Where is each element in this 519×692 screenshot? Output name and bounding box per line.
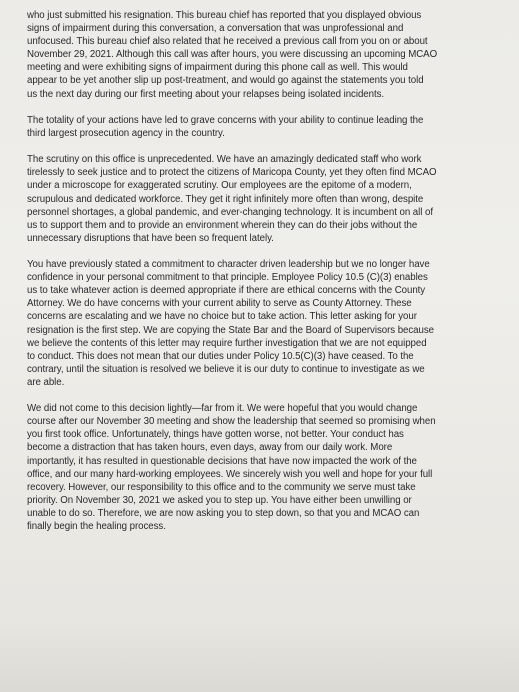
text-line: resignation is the first step. We are copying the State Bar and the Board of Supervisors because <box>27 324 434 336</box>
text-line: signs of impairment during this conversation, a conversation that was unprofessional and <box>27 23 404 35</box>
letter-paragraph <box>27 402 499 533</box>
text-line: concerns are escalating and we have no choice but to take action. This letter asking for your <box>27 311 417 323</box>
text-line: scrupulous and dedicated workforce. They get it right infinitely more often than wrong, despite <box>27 193 424 205</box>
letter-paragraph <box>27 258 499 389</box>
text-line: we believe the contents of this letter may require further investigation that we are not equipped <box>27 337 427 349</box>
text-line: priority. On November 30, 2021 we asked you to step up. You have either been unwilling or <box>27 494 412 506</box>
text-line: Attorney. We do have concerns with your current ability to serve as County Attorney. These <box>27 298 412 310</box>
letter-paragraph <box>27 153 499 245</box>
text-line: The scrutiny on this office is unprecedented. We have an amazingly dedicated staff who work <box>27 154 422 166</box>
letter-body <box>27 9 499 546</box>
text-line: us to support them and to provide an environment wherein they can do their jobs without the <box>27 219 418 231</box>
text-line: office, and our many hard-working employees. We sincerely wish you well and hope for your full <box>27 468 433 480</box>
text-line: become a distraction that has taken hours, even days, away from our daily work. More <box>27 442 393 454</box>
text-line: who just submitted his resignation. This bureau chief has reported that you displayed obvious <box>27 10 422 21</box>
text-line: course after our November 30 meeting and show the leadership that seemed so promising when <box>27 416 436 428</box>
letter-paragraph <box>27 9 499 101</box>
text-line: confidence in your personal commitment to that principle. Employee Policy 10.5 (C)(3) enables <box>27 272 428 284</box>
text-line: under a microscope for exaggerated scrutiny. Our employees are the epitome of a modern, <box>27 180 412 192</box>
text-line: unfocused. This bureau chief also related that he received a previous call from you on or about <box>27 36 428 48</box>
text-line: appear to be yet another slip up post-treatment, and would go against the statements you told <box>27 75 424 87</box>
text-line: you first took office. Unfortunately, things have gotten worse, not better. Your conduct has <box>27 429 404 441</box>
text-line: finally begin the healing process. <box>27 521 166 533</box>
text-line: meeting and were exhibiting signs of impairment during this phone call as well. This would <box>27 62 408 74</box>
text-line: personnel shortages, a global pandemic, and ever-changing technology. It is incumbent on all of <box>27 206 433 218</box>
paper-shadow <box>0 622 519 692</box>
text-line: The totality of your actions have led to grave concerns with your ability to continue leading the <box>27 114 424 126</box>
text-line: recovery. However, our responsibility to this office and to the community we serve must take <box>27 481 416 493</box>
text-line: unnecessary disruptions that have been so frequent lately. <box>27 232 274 244</box>
text-line: We did not come to this decision lightly—far from it. We were hopeful that you would change <box>27 403 418 415</box>
text-line: contrary, until the situation is resolved we believe it is our duty to continue to investigate as we <box>27 363 425 375</box>
letter-paragraph <box>27 114 499 140</box>
text-line: to conduct. This does not mean that our duties under Policy 10.5(C)(3) have ceased. To the <box>27 350 414 362</box>
text-line: unable to do so. Therefore, we are now asking you to step down, so that you and MCAO can <box>27 507 420 519</box>
text-line: You have previously stated a commitment to character driven leadership but we no longer have <box>27 259 430 271</box>
text-line: November 29, 2021. Although this call was after hours, you were discussing an upcoming MCAO <box>27 49 438 61</box>
text-line: importantly, it has resulted in questionable decisions that have now impacted the work of the <box>27 455 417 467</box>
text-line: us the next day during our first meeting about your relapses being isolated incidents. <box>27 88 385 100</box>
text-line: are able. <box>27 376 65 388</box>
text-line: us to take whatever action is deemed appropriate if there are ethical concerns with the County <box>27 285 426 297</box>
text-line: third largest prosecution agency in the country. <box>27 127 225 139</box>
text-line: tirelessly to seek justice and to protect the citizens of Maricopa County, yet they often find MCAO <box>27 167 437 179</box>
